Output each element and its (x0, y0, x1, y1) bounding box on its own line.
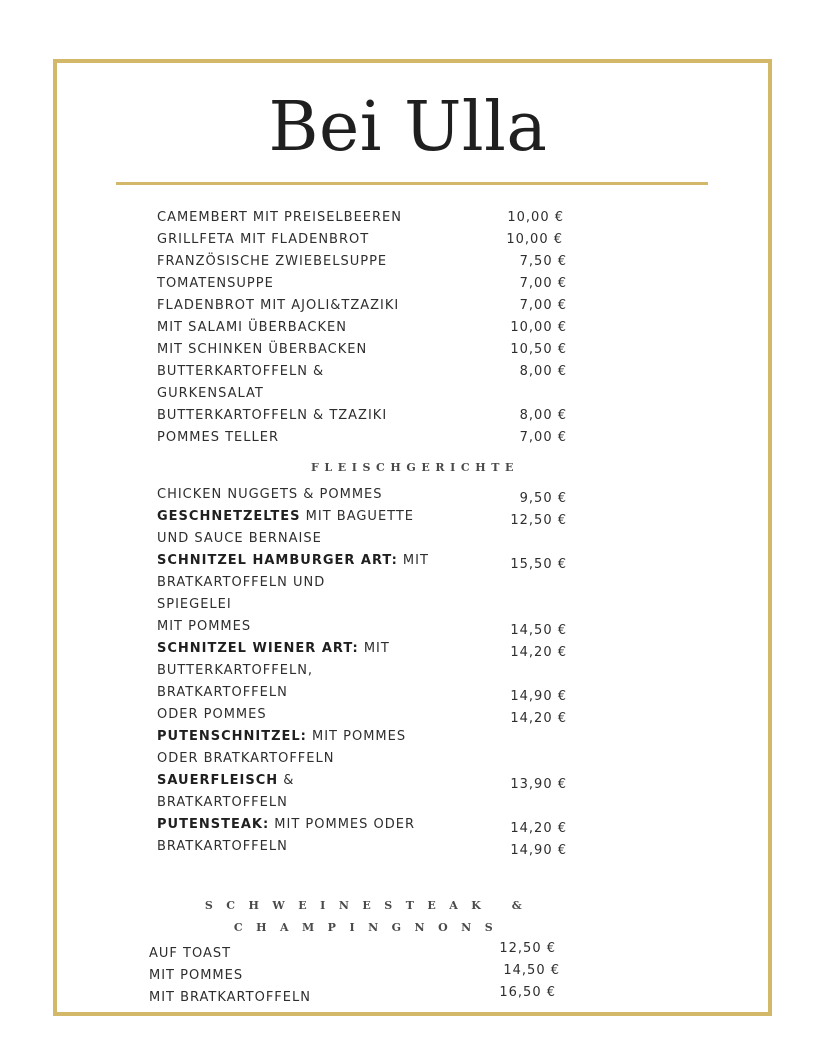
menu-item-name: MIT SALAMI ÜBERBACKEN (157, 320, 347, 335)
menu-item-price: 14,90 € (510, 843, 567, 858)
menu-item-price: 14,50 € (510, 623, 567, 638)
menu-item-line (157, 795, 288, 811)
menu-item-name: CAMEMBERT MIT PREISELBEEREN (157, 210, 402, 225)
menu-item-price: 15,50 € (510, 557, 567, 572)
menu-item-bold-name: SAUERFLEISCH (157, 773, 279, 788)
menu-item-price: 12,50 € (499, 941, 556, 956)
section-heading-schweinesteak: SCHWEINESTEAK & (204, 899, 536, 912)
menu-item-line (157, 619, 251, 635)
menu-item-line (157, 773, 294, 789)
menu-item-line (157, 641, 390, 657)
menu-item-price: 10,00 € (510, 320, 567, 335)
menu-item-description: MIT POMMES ODER (269, 817, 416, 832)
menu-item-price: 9,50 € (519, 491, 567, 506)
section-heading-champingnons: CHAMPINGNONS (233, 921, 507, 934)
menu-item-price: 7,00 € (519, 298, 567, 313)
menu-item-name: MIT BRATKARTOFFELN (149, 990, 311, 1005)
menu-item-price: 10,00 € (507, 210, 564, 225)
menu-item-name: BUTTERKARTOFFELN & (157, 364, 325, 379)
menu-item-name: AUF TOAST (149, 946, 232, 961)
menu-item-bold-name: SCHNITZEL WIENER ART: (157, 641, 359, 656)
menu-item-description: ODER POMMES (157, 707, 267, 722)
menu-item-bold-name: PUTENSCHNITZEL: (157, 729, 307, 744)
menu-item-name: GURKENSALAT (157, 386, 264, 401)
menu-item-price: 10,00 € (506, 232, 563, 247)
menu-item-name: FLADENBROT MIT AJOLI&TZAZIKI (157, 298, 400, 313)
menu-item-line (157, 487, 383, 503)
menu-item-name: FRANZÖSISCHE ZWIEBELSUPPE (157, 254, 388, 269)
menu-item-description: UND SAUCE BERNAISE (157, 531, 322, 546)
menu-item-name: GRILLFETA MIT FLADENBROT (157, 232, 370, 247)
menu-item-line (157, 817, 415, 833)
menu-item-line (157, 729, 406, 745)
menu-item-line (157, 751, 334, 767)
menu-item-price: 13,90 € (510, 777, 567, 792)
menu-item-price: 16,50 € (499, 985, 556, 1000)
menu-item-description: MIT (358, 641, 390, 656)
menu-item-name: TOMATENSUPPE (157, 276, 274, 291)
menu-item-line (157, 685, 288, 701)
menu-item-description: MIT (397, 553, 429, 568)
menu-item-description: MIT BAGUETTE (300, 509, 415, 524)
menu-item-price: 14,90 € (510, 689, 567, 704)
menu-item-description: BRATKARTOFFELN (157, 795, 288, 810)
menu-item-price: 12,50 € (510, 513, 567, 528)
menu-item-price: 7,00 € (519, 430, 567, 445)
menu-item-bold-name: GESCHNETZELTES (157, 509, 301, 524)
menu-item-bold-name: SCHNITZEL HAMBURGER ART: (157, 553, 398, 568)
menu-item-description: MIT POMMES (157, 619, 252, 634)
menu-item-line (157, 531, 322, 547)
menu-item-price: 8,00 € (519, 408, 567, 423)
menu-item-line (157, 663, 313, 679)
section-heading-fleischgerichte: FLEISCHGERICHTE (311, 461, 519, 474)
title-divider (116, 182, 708, 185)
menu-item-description: BRATKARTOFFELN UND (157, 575, 326, 590)
menu-item-price: 8,00 € (519, 364, 567, 379)
menu-item-description: & (278, 773, 295, 788)
menu-item-price: 7,00 € (519, 276, 567, 291)
menu-item-description: ODER BRATKARTOFFELN (157, 751, 335, 766)
menu-item-description: CHICKEN NUGGETS & POMMES (157, 487, 383, 502)
menu-item-name: MIT SCHINKEN ÜBERBACKEN (157, 342, 368, 357)
menu-item-description: BRATKARTOFFELN (157, 839, 288, 854)
menu-item-price: 14,50 € (503, 963, 560, 978)
restaurant-title: Bei Ulla (268, 88, 548, 167)
menu-item-bold-name: PUTENSTEAK: (157, 817, 270, 832)
menu-item-line (157, 509, 414, 525)
menu-item-line (157, 597, 232, 613)
menu-item-description: BUTTERKARTOFFELN, (157, 663, 314, 678)
menu-item-name: MIT POMMES (149, 968, 244, 983)
menu-item-line (157, 553, 429, 569)
menu-item-price: 14,20 € (510, 711, 567, 726)
menu-item-description: MIT POMMES (306, 729, 407, 744)
menu-item-name: POMMES TELLER (157, 430, 279, 445)
menu-item-description: BRATKARTOFFELN (157, 685, 288, 700)
menu-item-price: 10,50 € (510, 342, 567, 357)
menu-item-line (157, 707, 267, 723)
menu-item-price: 14,20 € (510, 645, 567, 660)
menu-item-description: SPIEGELEI (157, 597, 232, 612)
menu-item-line (157, 839, 288, 855)
menu-item-line (157, 575, 325, 591)
menu-item-price: 7,50 € (519, 254, 567, 269)
menu-item-name: BUTTERKARTOFFELN & TZAZIKI (157, 408, 388, 423)
menu-item-price: 14,20 € (510, 821, 567, 836)
